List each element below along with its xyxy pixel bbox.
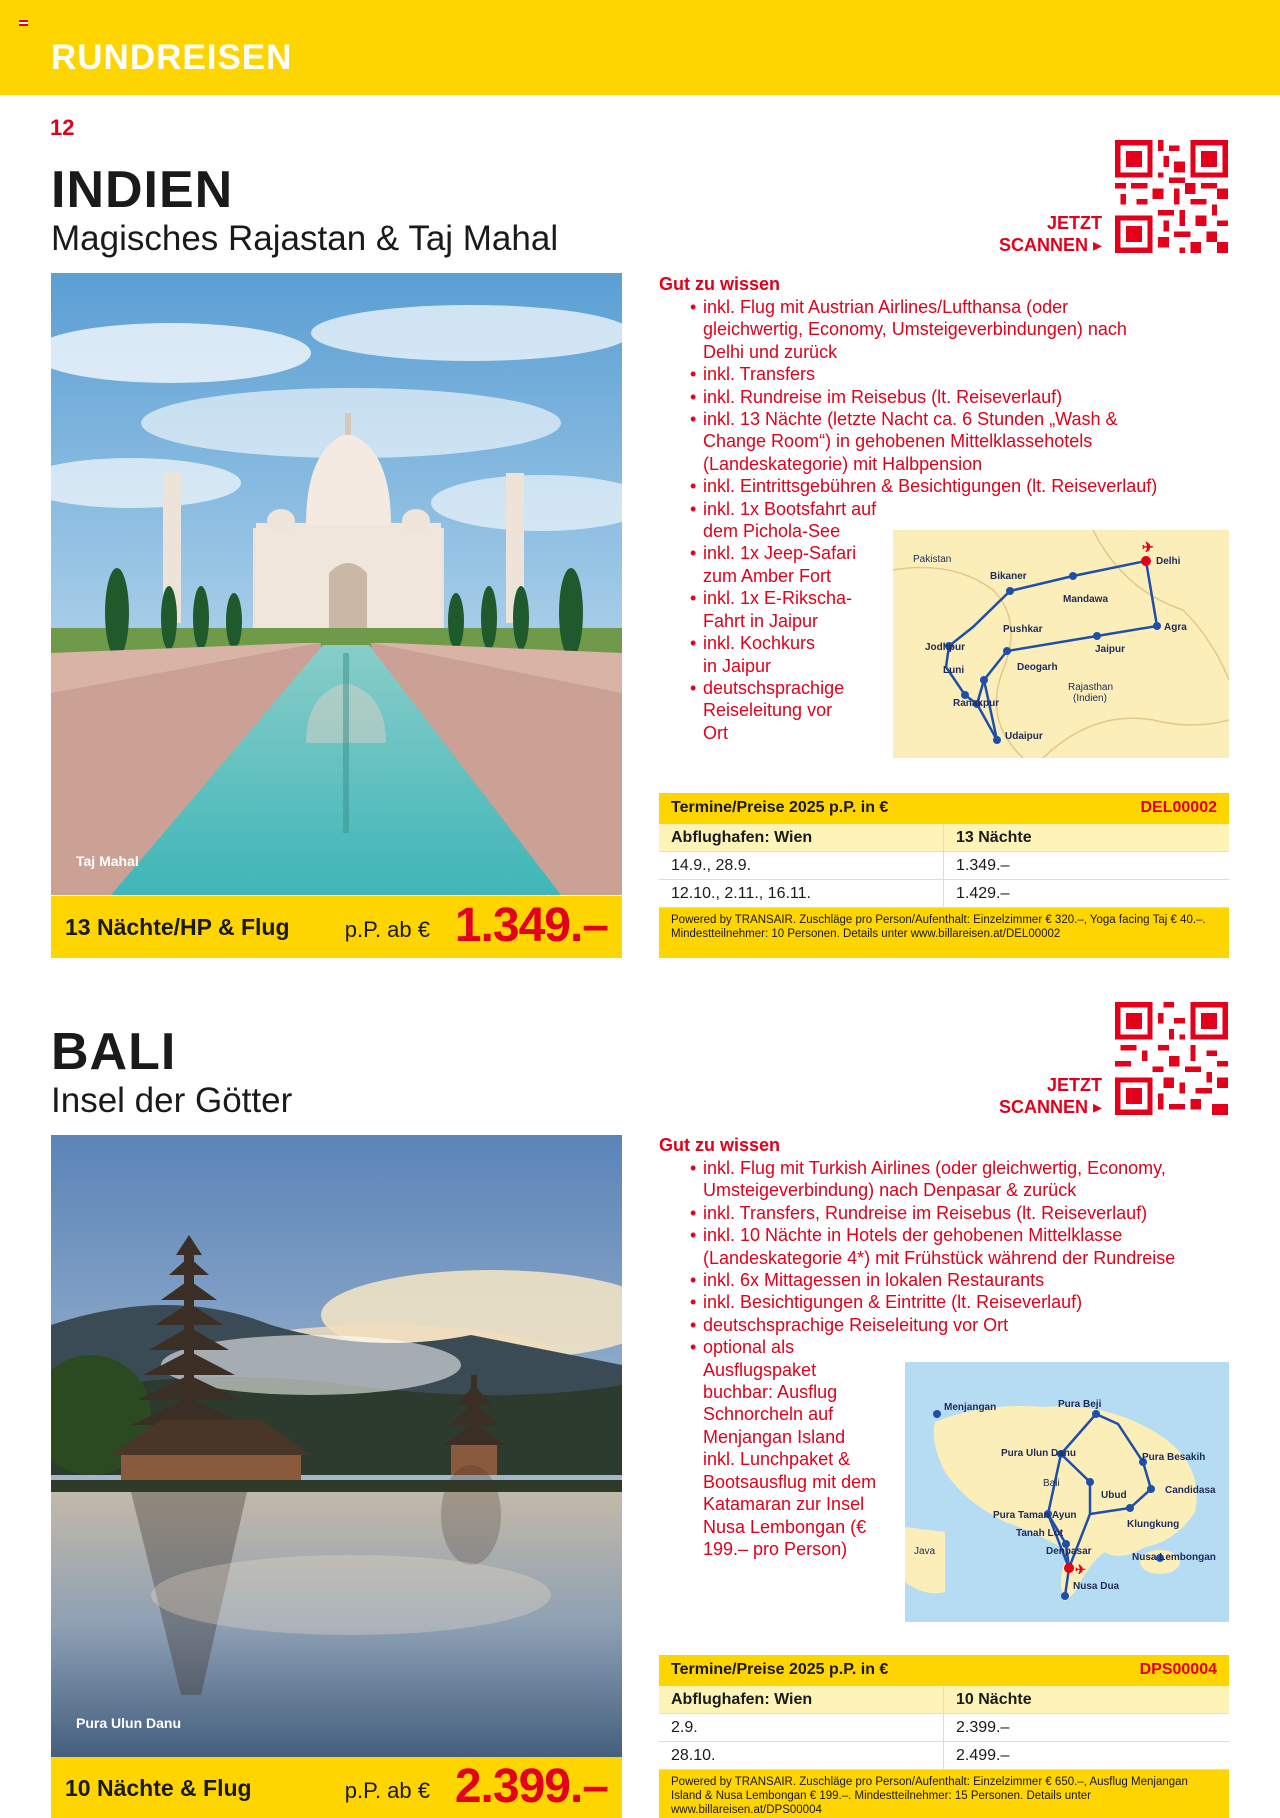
- map-label: Delhi: [1156, 556, 1181, 567]
- section-title-bali: BALI: [51, 1023, 177, 1081]
- cell-price: 2.499.–: [956, 1747, 1010, 1764]
- map-label: Luni: [943, 665, 965, 676]
- map-label: Nusa Lembongan: [1132, 1552, 1216, 1563]
- list-item: • inkl. Eintrittsgebühren & Besichtigungen (lt. Reiseverlauf): [659, 475, 1239, 497]
- list-item: • inkl. Kochkurs in Jaipur: [659, 632, 819, 677]
- list-item: • inkl. 1x E-Rikscha-Fahrt in Jaipur: [659, 587, 859, 632]
- map-label: Udaipur: [1005, 731, 1043, 742]
- price-bar-label: 10 Nächte & Flug: [65, 1775, 252, 1801]
- list-item: • inkl. Besichtigungen & Eintritte (lt. Reiseverlauf): [659, 1291, 1239, 1313]
- table-header-row: [659, 824, 1229, 852]
- price-bar-bali: [51, 1757, 622, 1818]
- qr-code-icon[interactable]: [1115, 140, 1228, 253]
- map-label: Denpasar: [1046, 1546, 1092, 1557]
- price-bar-amount: 2.399.–: [454, 1760, 608, 1813]
- list-item: • inkl. Flug mit Turkish Airlines (oder gleichwertig, Economy, Umsteigeverbindung) nach Denpasar & zurück: [659, 1157, 1199, 1202]
- cell-dates: 14.9., 28.9.: [671, 857, 752, 874]
- map-label: Pura Taman Ayun: [993, 1510, 1077, 1521]
- scan-line1: JETZT: [1046, 1075, 1102, 1095]
- map-label: Bali: [1043, 1478, 1060, 1489]
- list-item: • inkl. Rundreise im Reisebus (lt. Reiseverlauf): [659, 386, 1239, 408]
- cell-price: 2.399.–: [956, 1719, 1010, 1736]
- list-item: • inkl. 1x Jeep-Safari zum Amber Fort: [659, 542, 894, 587]
- table-footnote: Powered by TRANSAIR. Zuschläge pro Person/Aufenthalt: Einzelzimmer € 650.–, Ausflug Menjangan Island & Nusa Lembongan € 199.–. Mindestteilnehmer: 15 Personen. Details unter www.billareisen.at/DPS00004: [659, 1770, 1229, 1818]
- airplane-icon: ✈: [1075, 1562, 1086, 1577]
- photo-pura-ulun-danu: [51, 1135, 622, 1757]
- list-item: • deutschsprachige Reiseleitung vor Ort: [659, 1314, 1239, 1336]
- list-item: • inkl. Transfers, Rundreise im Reisebus (lt. Reiseverlauf): [659, 1202, 1239, 1224]
- map-label: Candidasa: [1165, 1485, 1216, 1496]
- price-table-head: [659, 1655, 1229, 1686]
- list-item: • inkl. Transfers: [659, 363, 1239, 385]
- photo-caption: Pura Ulun Danu: [76, 1715, 182, 1731]
- map-label: Pakistan: [913, 554, 952, 565]
- price-bar-amount: 1.349.–: [454, 899, 608, 952]
- info-heading: Gut zu wissen: [659, 274, 781, 294]
- map-label: Klungkung: [1127, 1519, 1180, 1530]
- price-bar-label: 13 Nächte/HP & Flug: [65, 914, 290, 940]
- table-footnote: Powered by TRANSAIR. Zuschläge pro Person/Aufenthalt: Einzelzimmer € 320.–, Yoga facing Taj € 40.–. Mindestteilnehmer: 10 Personen. Details unter www.billareisen.at/DEL00002: [659, 908, 1229, 958]
- trip-code[interactable]: DPS00004: [1139, 1661, 1217, 1678]
- price-table-india: [659, 793, 1229, 958]
- header-bar: [0, 0, 1280, 95]
- col-header-departure: Abflughafen: Wien: [671, 829, 813, 846]
- map-label: (Indien): [1073, 693, 1107, 704]
- map-label: Nusa Dua: [1073, 1581, 1120, 1592]
- col-header-nights: 10 Nächte: [956, 1691, 1032, 1708]
- map-label: Pura Ulun Danu: [1001, 1448, 1077, 1459]
- cell-price: 1.429.–: [956, 885, 1010, 902]
- trip-code[interactable]: DEL00002: [1140, 799, 1217, 816]
- list-item: • deutschsprachige Reiseleitung vor Ort: [659, 677, 859, 744]
- scan-line2: SCANNEN ▸: [998, 235, 1102, 255]
- table-header-row: [659, 1686, 1229, 1714]
- cell-dates: 28.10.: [671, 1747, 716, 1764]
- map-label: Pura Beji: [1058, 1399, 1102, 1410]
- price-table-head: [659, 793, 1229, 824]
- list-item: • inkl. 13 Nächte (letzte Nacht ca. 6 Stunden „Wash & Change Room“) in gehobenen Mittelklassehotels (Landeskategorie) mit Halbpension: [659, 408, 1159, 475]
- cell-price: 1.349.–: [956, 857, 1010, 874]
- map-label: Ranakpur: [953, 698, 1000, 709]
- price-table-bali: [659, 1655, 1229, 1818]
- info-heading: Gut zu wissen: [659, 1135, 781, 1155]
- list-item: • inkl. 1x Bootsfahrt auf dem Pichola-See: [659, 498, 894, 543]
- photo-taj-mahal: [51, 273, 622, 895]
- airplane-icon: ✈: [1142, 539, 1154, 555]
- list-item: • inkl. 6x Mittagessen in lokalen Restaurants: [659, 1269, 1239, 1291]
- map-label: Agra: [1164, 622, 1187, 633]
- scan-line2: SCANNEN ▸: [998, 1097, 1102, 1117]
- table-row: [659, 880, 1229, 908]
- table-row: [659, 1742, 1229, 1770]
- scan-hint-india[interactable]: [999, 212, 1102, 256]
- table-row: [659, 1714, 1229, 1742]
- cell-dates: 12.10., 2.11., 16.11.: [671, 885, 811, 902]
- map-label: Menjangan: [944, 1402, 997, 1413]
- price-table-heading: Termine/Preise 2025 p.P. in €: [671, 1661, 889, 1678]
- photo-caption: Taj Mahal: [76, 853, 139, 869]
- scan-line1: JETZT: [1046, 213, 1102, 233]
- price-bar-from: p.P. ab €: [344, 917, 430, 942]
- scan-hint-bali[interactable]: [999, 1074, 1102, 1118]
- route-map-bali: [905, 1362, 1229, 1622]
- price-bar-india: [51, 896, 622, 958]
- list-item: • optional als Ausflugspaket buchbar: Ausflug Schnorcheln auf Menjangan Island inkl. Lunchpaket & Bootsausflug mit dem Katamaran zur Insel Nusa Lembongan (€ 199.– pro Person): [659, 1336, 881, 1560]
- qr-code-icon[interactable]: [1115, 1002, 1228, 1115]
- cell-dates: 2.9.: [671, 1719, 698, 1736]
- map-label: Java: [914, 1546, 936, 1557]
- route-map-india: [893, 530, 1229, 758]
- map-label: Ubud: [1101, 1490, 1127, 1501]
- col-header-departure: Abflughafen: Wien: [671, 1691, 813, 1708]
- col-header-nights: 13 Nächte: [956, 829, 1032, 846]
- map-label: Pushkar: [1003, 624, 1043, 635]
- section-title-india: INDIEN: [51, 161, 234, 219]
- page-number: 12: [50, 115, 75, 140]
- header-title: RUNDREISEN: [51, 38, 293, 77]
- list-item: • inkl. Flug mit Austrian Airlines/Lufthansa (oder gleichwertig, Economy, Umsteigeverbindungen) nach Delhi und zurück: [659, 296, 1159, 363]
- price-table-heading: Termine/Preise 2025 p.P. in €: [671, 799, 889, 816]
- map-label: Tanah Lot: [1016, 1528, 1064, 1539]
- map-label: Bikaner: [990, 571, 1027, 582]
- austria-flag-icon: [19, 20, 28, 26]
- section-subtitle-india: Magisches Rajastan & Taj Mahal: [51, 219, 559, 258]
- map-label: Mandawa: [1063, 594, 1109, 605]
- map-label: Jaipur: [1095, 644, 1126, 655]
- table-row: [659, 852, 1229, 880]
- map-label: Jodhpur: [925, 642, 965, 653]
- map-label: Rajasthan: [1068, 682, 1114, 693]
- section-subtitle-bali: Insel der Götter: [51, 1081, 293, 1120]
- map-label: Pura Besakih: [1142, 1452, 1206, 1463]
- list-item: • inkl. 10 Nächte in Hotels der gehobenen Mittelklasse (Landeskategorie 4*) mit Frühstück während der Rundreise: [659, 1224, 1239, 1269]
- map-label: Deogarh: [1017, 662, 1058, 673]
- price-bar-from: p.P. ab €: [344, 1778, 430, 1803]
